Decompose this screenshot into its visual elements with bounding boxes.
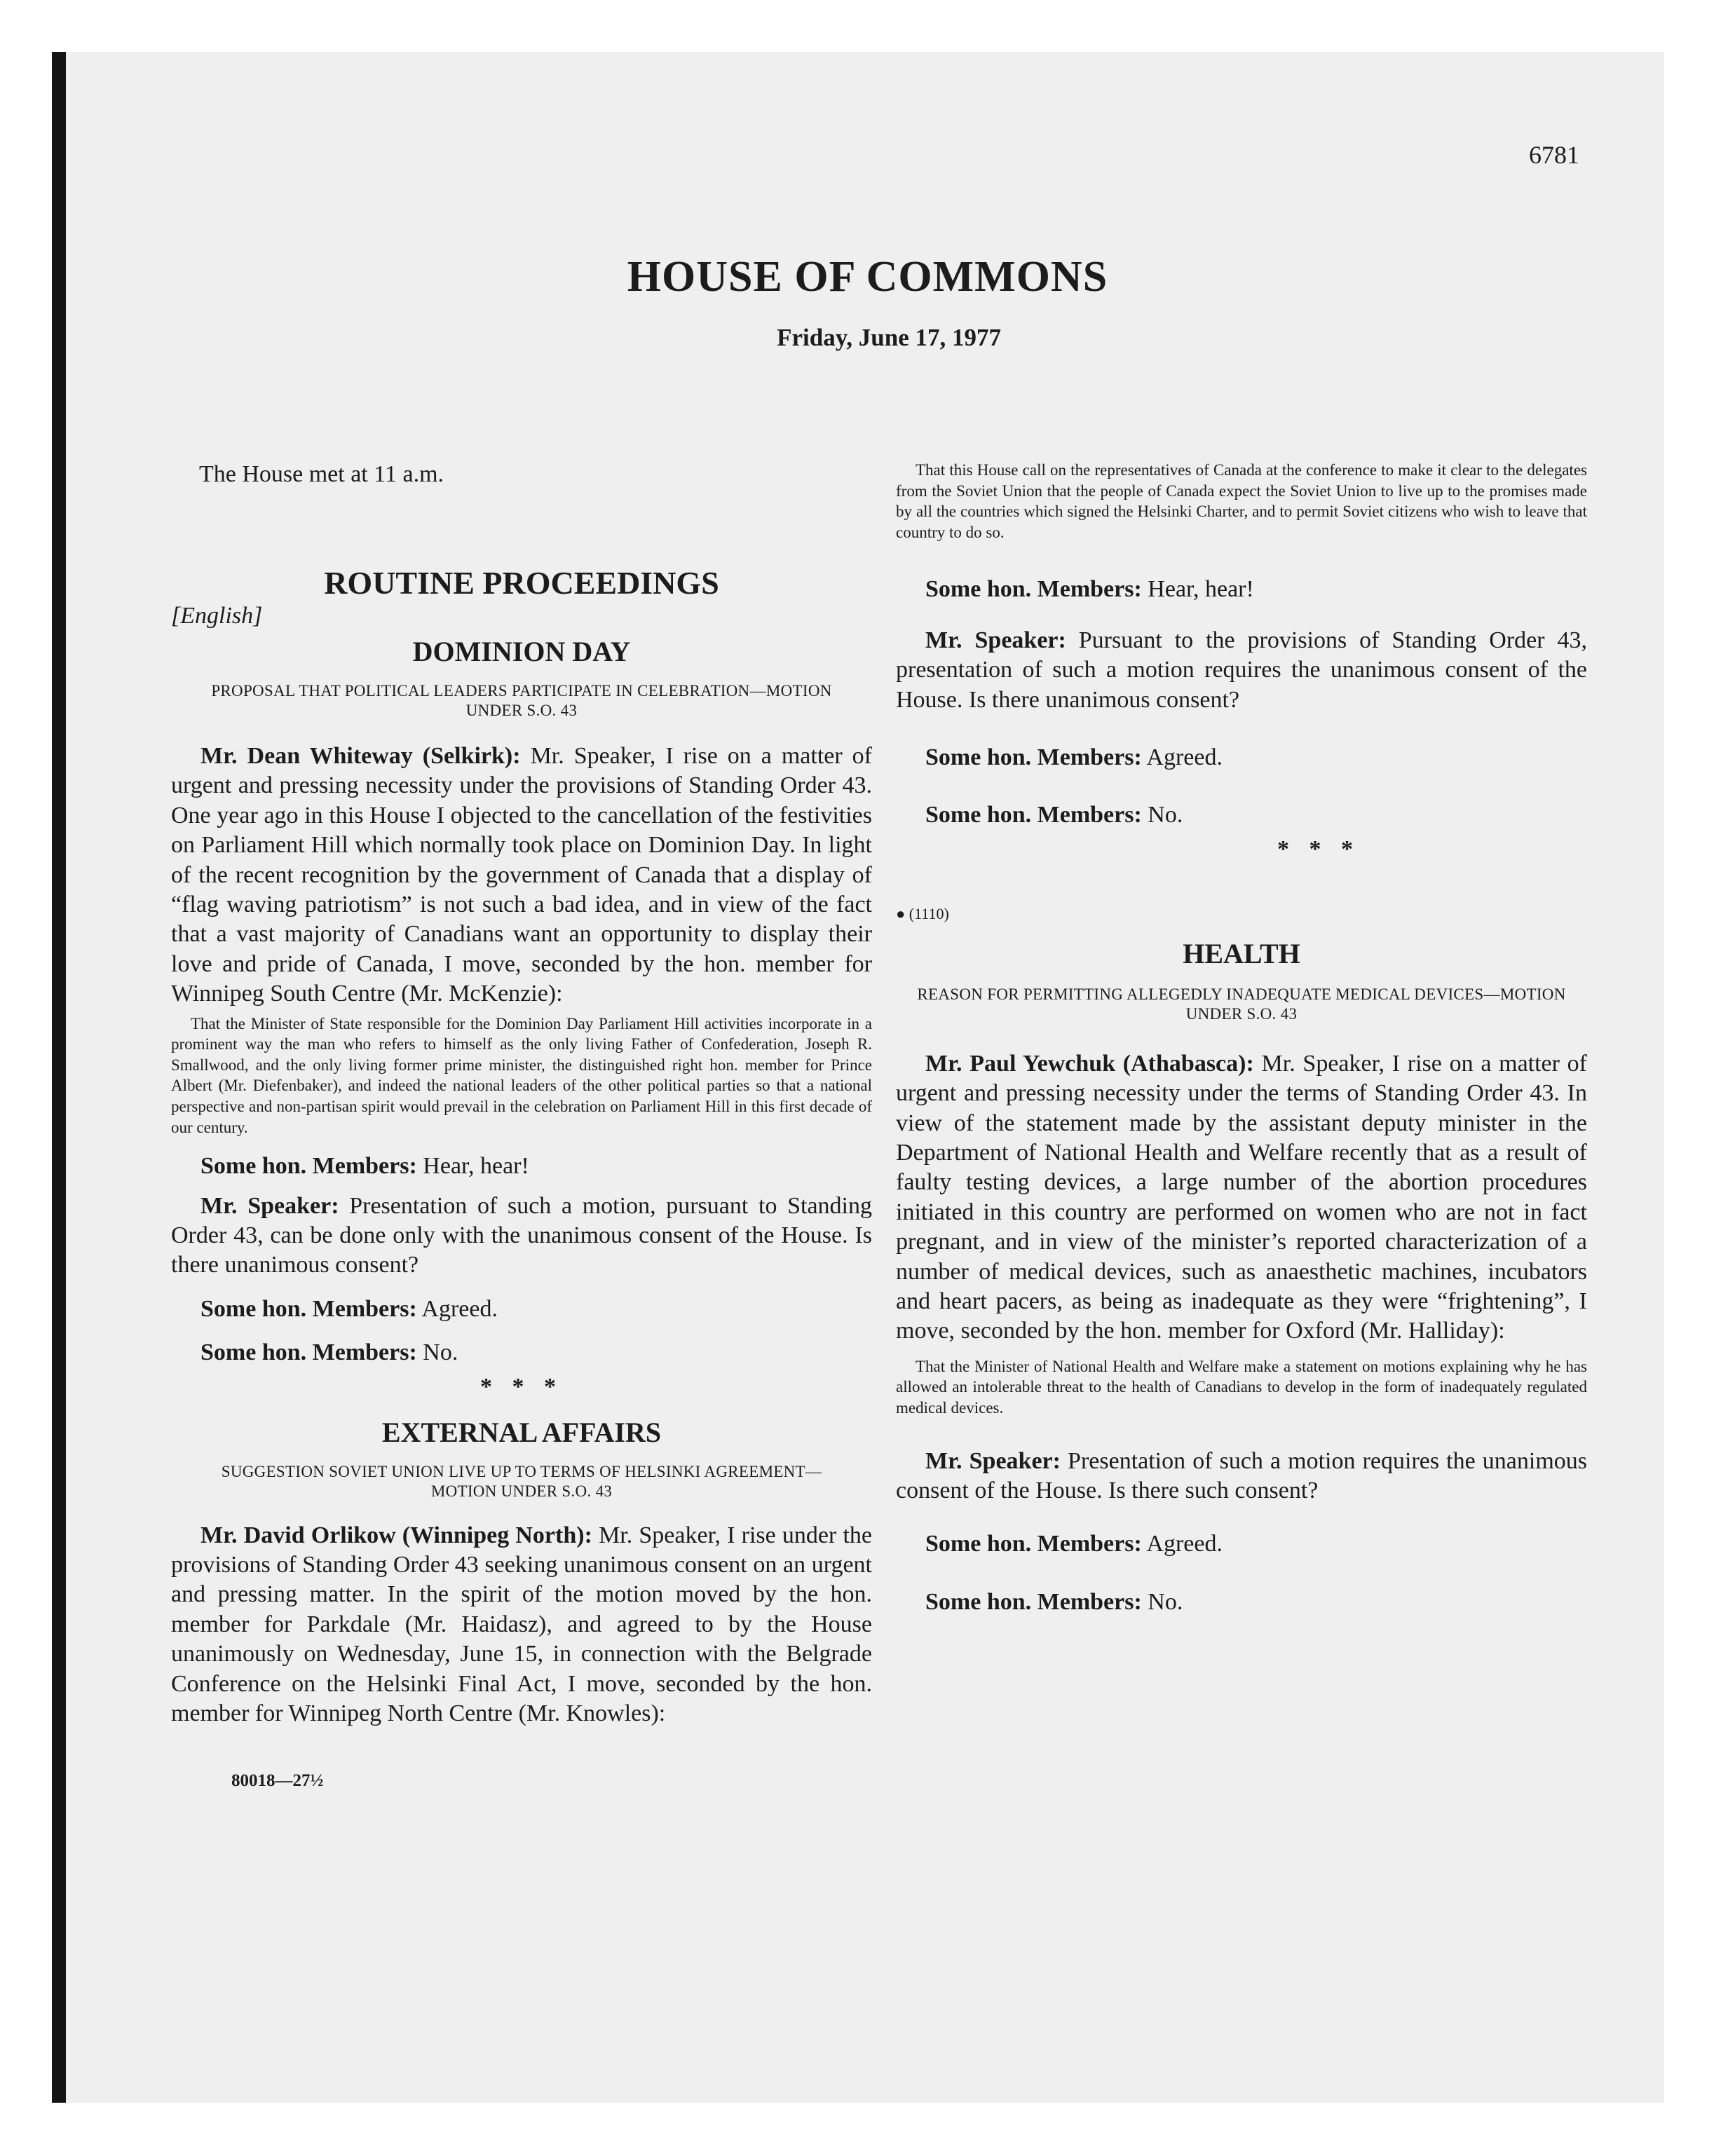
helsinki-motion: That this House call on the representatives of Canada at the conference to make it clear to the delegates from the Soviet Union that the people of Canada expect the Soviet Union to live up to the promises made by all the countries which signed the Helsinki Charter, and to permit Soviet citizens who wish to leave that country to do so. <box>896 461 1587 541</box>
speaker-name: Mr. Speaker: <box>925 1447 1061 1474</box>
speech-text: Mr. Speaker, I rise under the provisions of Standing Order 43 seeking unanimous consent on an urgent and pressing matter. In the spirit of the motion moved by the hon. member for Parkdale (Mr. Haidasz), and agreed to by the House unanimously on Wednesday, June 15, in connection with the Belgrade Conference on the Helsinki Final Act, I move, seconded by the hon. member for Winnipeg North Centre (Mr. Knowles): <box>171 1522 872 1727</box>
speaker-ruling <box>896 626 1587 715</box>
members-agreed <box>896 1529 1587 1559</box>
speaker-name: Some hon. Members: <box>925 1588 1142 1615</box>
page-title: HOUSE OF COMMONS <box>627 253 1108 301</box>
interjection-text: No. <box>423 1339 458 1366</box>
interjection-text: Agreed. <box>1146 1531 1223 1557</box>
dominion-day-motion: That the Minister of State responsible for the Dominion Day Parliament Hill activities incorporate in a prominent way the man who refers to himself as the only living Father of Confederation, Joseph R. Smallwood, and the only living former prime minister, the distinguished right hon. member for Prince Albert (Mr. Diefenbaker), and indeed the national leaders of the other political parties so that a national perspective and non-partisan spirit would prevail in the celebration on Parliament Hill in this first decade of our century. <box>171 1014 872 1136</box>
speaker-name: Some hon. Members: <box>200 1339 417 1366</box>
members-agreed <box>896 743 1587 772</box>
members-agreed <box>171 1295 872 1324</box>
section-separator: * * * <box>480 1373 563 1400</box>
ruling-text: Presentation of such a motion, pursuant to Standing Order 43, can be done only with the unanimous consent of the House. Is there unanimous consent? <box>171 1192 873 1278</box>
interjection-text: Agreed. <box>421 1295 498 1322</box>
routine-proceedings-heading: ROUTINE PROCEEDINGS <box>324 565 719 601</box>
speaker-name: Some hon. Members: <box>925 1531 1142 1557</box>
house-met-line: The House met at 11 a.m. <box>199 461 444 487</box>
orlikow-speech <box>171 1521 872 1729</box>
dominion-day-heading: DOMINION DAY <box>412 636 631 667</box>
language-tag: [English] <box>171 603 263 629</box>
footer-code: 80018—27½ <box>231 1770 324 1790</box>
speaker-name: Mr. David Orlikow (Winnipeg North): <box>200 1522 592 1548</box>
ruling-text: Pursuant to the provisions of Standing Order 43, presentation of such a motion requires the unanimous consent of the House. Is there unanimous consent? <box>896 627 1587 713</box>
members-no <box>896 1588 1587 1617</box>
external-affairs-heading: EXTERNAL AFFAIRS <box>381 1416 662 1448</box>
interjection-text: No. <box>1148 802 1183 828</box>
speaker-name: Some hon. Members: <box>200 1153 417 1180</box>
speaker-name: Mr. Paul Yewchuk (Athabasca): <box>925 1050 1254 1077</box>
yewchuk-speech <box>896 1049 1587 1346</box>
section-separator: * * * <box>1277 835 1360 862</box>
sitting-date: Friday, June 17, 1977 <box>777 324 1001 351</box>
speaker-name: Mr. Speaker: <box>200 1192 339 1219</box>
left-column <box>171 460 872 1791</box>
members-no <box>896 800 1587 830</box>
interjection-text: Hear, hear! <box>423 1153 529 1180</box>
speaker-name: Mr. Speaker: <box>925 627 1066 653</box>
speaker-name: Some hon. Members: <box>200 1295 417 1322</box>
members-interjection <box>171 1152 872 1181</box>
speaker-name: Mr. Dean Whiteway (Selkirk): <box>200 743 521 769</box>
health-motion: That the Minister of National Health and Welfare make a statement on motions explaining why he has allowed an intolerable threat to the health of Canadians to develop in the form of inadequately regulated medical devices. <box>896 1357 1587 1417</box>
right-column <box>896 460 1587 1617</box>
speaker-ruling <box>171 1192 872 1281</box>
health-subheading: REASON FOR PERMITTING ALLEGEDLY INADEQUATE MEDICAL DEVICES—MOTION UNDER S.O. 43 <box>917 985 1566 1023</box>
members-no <box>171 1338 872 1367</box>
speaker-name: Some hon. Members: <box>925 744 1142 770</box>
time-marker: ● (1110) <box>896 904 949 922</box>
interjection-text: Agreed. <box>1146 744 1223 770</box>
external-affairs-subheading: SUGGESTION SOVIET UNION LIVE UP TO TERMS OF HELSINKI AGREEMENT—MOTION UNDER S.O. 43 <box>221 1462 822 1500</box>
speaker-name: Some hon. Members: <box>925 576 1142 603</box>
binding-edge <box>52 52 66 2103</box>
interjection-text: Hear, hear! <box>1148 576 1254 603</box>
members-interjection <box>896 575 1587 604</box>
ruling-text: Presentation of such a motion requires the unanimous consent of the House. Is there such consent? <box>896 1447 1587 1504</box>
speaker-ruling <box>896 1447 1587 1506</box>
speech-text: Mr. Speaker, I rise on a matter of urgent and pressing necessity under the terms of Standing Order 43. In view of the statement made by the assistant deputy minister in the Department of National Health and Welfare recently that as a result of faulty testing devices, a large number of the abortion procedures initiated in this country are performed on women who are not in fact pregnant, and in view of the minister’s reported characterization of a number of medical devices, such as anaesthetic machines, incubators and heart pacers, as being as inadequate as they were “frightening”, I move, seconded by the hon. member for Oxford (Mr. Halliday): <box>896 1050 1587 1344</box>
dominion-day-subheading: PROPOSAL THAT POLITICAL LEADERS PARTICIPATE IN CELEBRATION—MOTION UNDER S.O. 43 <box>211 682 832 719</box>
health-heading: HEALTH <box>1183 937 1300 969</box>
speech-text: Mr. Speaker, I rise on a matter of urgent and pressing necessity under the provisions of Standing Order 43. One year ago in this House I objected to the cancellation of the festivities on Parliament Hill which normally took place on Dominion Day. In light of the recent recognition by the government of Canada that a display of “flag waving patriotism” is not such a bad idea, and in view of the fact that a vast majority of Canadians want an opportunity to display their love and pride of Canada, I move, seconded by the hon. member for Winnipeg South Centre (Mr. McKenzie): <box>171 743 873 1007</box>
interjection-text: No. <box>1148 1588 1183 1615</box>
speaker-name: Some hon. Members: <box>925 802 1142 828</box>
whiteway-speech <box>171 742 872 1009</box>
page-number: 6781 <box>1529 141 1579 169</box>
